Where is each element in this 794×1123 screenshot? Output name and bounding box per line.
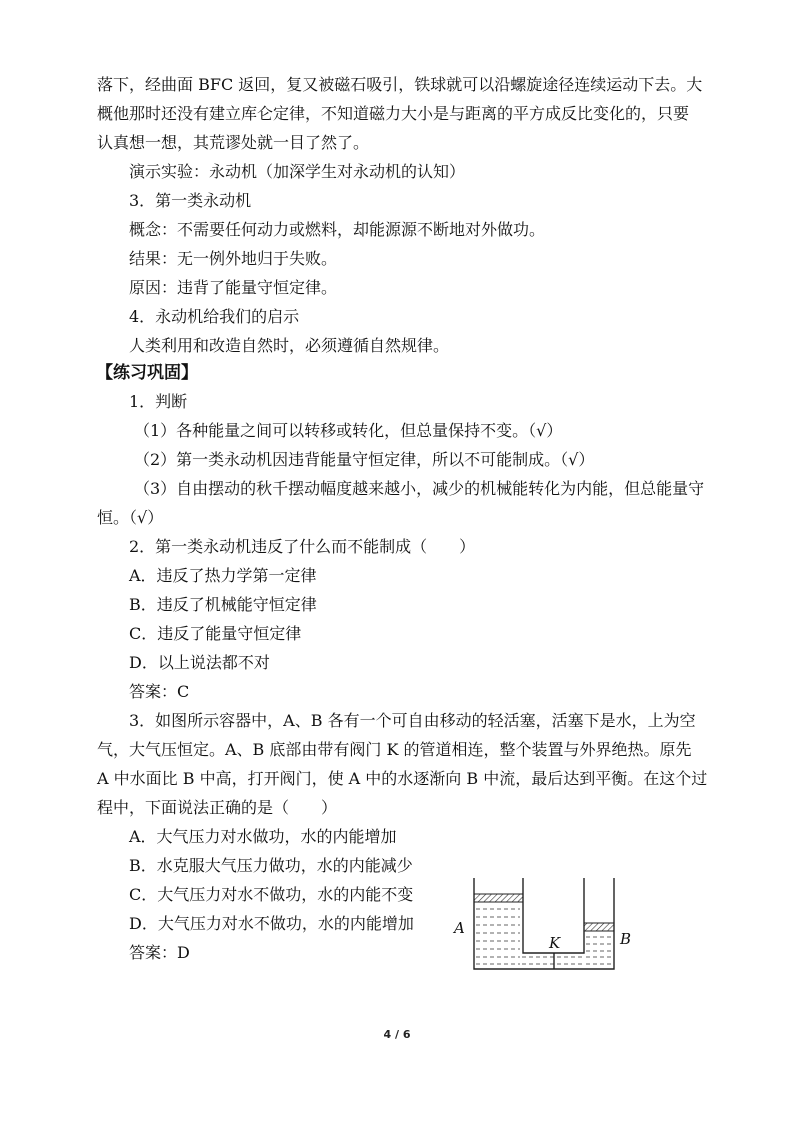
- judgment-item: （3）自由摆动的秋千摆动幅度越来越小，减少的机械能转化为内能，但总能量守: [134, 479, 705, 498]
- container-diagram: [450, 873, 640, 973]
- text-line: 结果：无一例外地归于失败。: [129, 249, 338, 268]
- text-line: 概他那时还没有建立库仑定律，不知道磁力大小是与距离的平方成反比变化的，只要: [97, 104, 690, 123]
- option-d: D．大气压力对水不做功，水的内能增加: [129, 914, 414, 933]
- option-b: B．水克服大气压力做功，水的内能减少: [129, 856, 413, 875]
- option-b: B．违反了机械能守恒定律: [129, 595, 317, 614]
- option-a: A．违反了热力学第一定律: [129, 566, 317, 585]
- answer: 答案：D: [129, 943, 190, 962]
- text-line: 演示实验：永动机（加深学生对永动机的认知）: [129, 162, 466, 181]
- text-line: A 中水面比 B 中高，打开阀门，使 A 中的水逐渐向 B 中流，最后达到平衡。在这个过: [97, 769, 708, 788]
- question-title: 1．判断: [129, 392, 188, 411]
- question-title: 2．第一类永动机违反了什么而不能制成（ ）: [129, 537, 476, 556]
- label-a: A: [454, 919, 465, 937]
- answer: 答案：C: [129, 682, 190, 701]
- label-b: B: [620, 930, 632, 948]
- text-line: 人类利用和改造自然时，必须遵循自然规律。: [129, 336, 450, 355]
- text-line: 程中，下面说法正确的是（ ）: [97, 798, 338, 817]
- text-line: 原因：违背了能量守恒定律。: [129, 278, 338, 297]
- option-d: D．以上说法都不对: [129, 653, 270, 672]
- option-c: C．大气压力对水不做功，水的内能不变: [129, 885, 414, 904]
- text-line: 概念：不需要任何动力或燃料，却能源源不断地对外做功。: [129, 220, 546, 239]
- judgment-item: （1）各种能量之间可以转移或转化，但总量保持不变。（√）: [134, 421, 563, 440]
- option-a: A．大气压力对水做功，水的内能增加: [129, 827, 397, 846]
- page-number: 4 / 6: [383, 1028, 411, 1041]
- option-c: C．违反了能量守恒定律: [129, 624, 302, 643]
- label-k: K: [549, 934, 561, 952]
- question-title: 3．如图所示容器中，A、B 各有一个可自由移动的轻活塞，活塞下是水，上为空: [129, 711, 696, 730]
- text-line: 气，大气压恒定。A、B 底部由带有阀门 K 的管道相连，整个装置与外界绝热。原先: [97, 740, 692, 759]
- section-title: 4．永动机给我们的启示: [129, 307, 300, 326]
- judgment-item: （2）第一类永动机因违背能量守恒定律，所以不可能制成。（√）: [134, 450, 595, 469]
- text-line: 认真想一想，其荒谬处就一目了然了。: [97, 133, 370, 152]
- practice-heading: 【练习巩固】: [96, 363, 198, 383]
- text-line: 落下，经曲面 BFC 返回，复又被磁石吸引，铁球就可以沿螺旋途径连续运动下去。大: [97, 75, 703, 94]
- section-title: 3．第一类永动机: [129, 191, 252, 210]
- judgment-item: 恒。（√）: [97, 508, 164, 527]
- diagram-figure: [474, 878, 614, 969]
